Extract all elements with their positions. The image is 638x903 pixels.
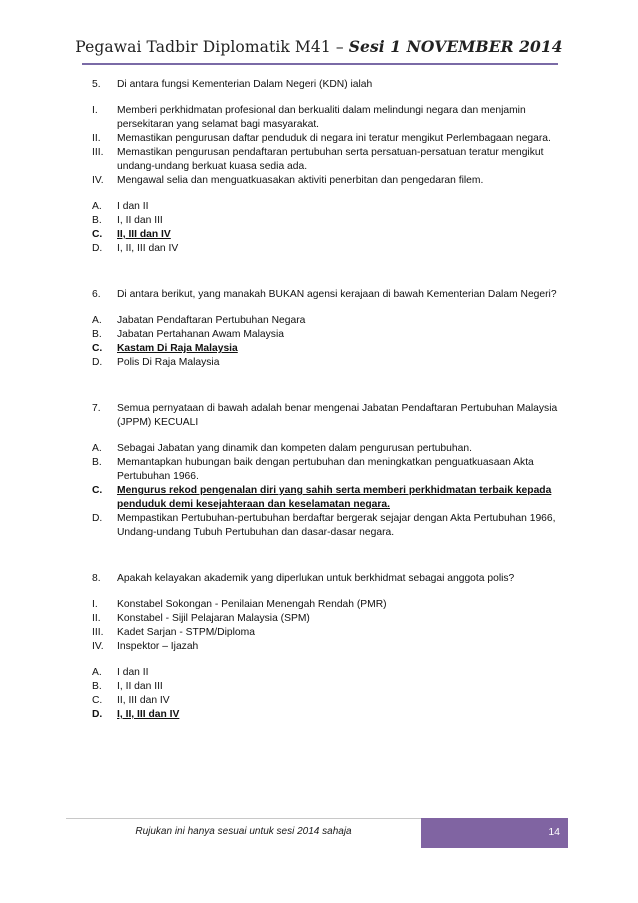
option-text: I dan II (117, 667, 149, 678)
statement-number: IV. (92, 641, 104, 652)
option-text: Jabatan Pertahanan Awam Malaysia (117, 329, 284, 340)
option-letter: A. (92, 315, 102, 326)
option-item (92, 214, 564, 228)
option-text: I dan II (117, 201, 149, 212)
question-stem (92, 78, 564, 92)
header-title: Pegawai Tadbir Diplomatik M41 – (75, 38, 349, 56)
question-stem (92, 572, 564, 586)
page-footer (66, 818, 568, 848)
question-text: Di antara berikut, yang manakah BUKAN agensi kerajaan di bawah Kementerian Dalam Negeri? (117, 289, 557, 300)
option-letter: A. (92, 201, 102, 212)
option-item (92, 200, 564, 214)
question-stem (92, 288, 564, 302)
option-item (92, 442, 564, 456)
option-text: I, II, III dan IV (117, 243, 179, 254)
option-letter: B. (92, 457, 102, 468)
question-number: 5. (92, 79, 101, 90)
option-letter: D. (92, 709, 103, 720)
question-number: 7. (92, 403, 101, 414)
option-item (92, 512, 564, 540)
option-text: II, III dan IV (117, 695, 170, 706)
statement-text: Memberi perkhidmatan profesional dan berkualiti dalam melindungi negara dan menjamin persekitaran yang selamat bagi masyarakat. (117, 105, 526, 130)
option-item (92, 666, 564, 680)
option-item-correct (92, 708, 564, 722)
page-number: 14 (548, 826, 560, 838)
option-text: I, II, III dan IV (117, 709, 180, 720)
question-list (92, 78, 564, 722)
option-item (92, 242, 564, 256)
statement-number: I. (92, 105, 98, 116)
option-letter: D. (92, 243, 103, 254)
statement-text: Konstabel - Sijil Pelajaran Malaysia (SPM) (117, 613, 310, 624)
option-letter: B. (92, 329, 102, 340)
statement-text: Inspektor – Ijazah (117, 641, 199, 652)
option-letter: C. (92, 343, 103, 354)
option-letter: C. (92, 695, 103, 706)
option-item (92, 328, 564, 342)
statement-item (92, 612, 564, 626)
option-item (92, 694, 564, 708)
option-text: Jabatan Pendaftaran Pertubuhan Negara (117, 315, 306, 326)
option-item-correct (92, 342, 564, 356)
option-item (92, 356, 564, 370)
statement-item (92, 626, 564, 640)
option-letter: B. (92, 681, 102, 692)
question-text: Apakah kelayakan akademik yang diperlukan untuk berkhidmat sebagai anggota polis? (117, 573, 515, 584)
statement-text: Kadet Sarjan - STPM/Diploma (117, 627, 255, 638)
statement-item (92, 640, 564, 654)
statement-number: III. (92, 627, 104, 638)
header-divider (82, 63, 558, 65)
statement-text: Memastikan pengurusan daftar penduduk di negara ini teratur mengikut Perlembagaan negara. (117, 133, 551, 144)
option-text: Sebagai Jabatan yang dinamik dan kompeten dalam pengurusan pertubuhan. (117, 443, 472, 454)
option-letter: B. (92, 215, 102, 226)
statement-number: II. (92, 133, 101, 144)
option-letter: D. (92, 357, 103, 368)
option-letter: A. (92, 667, 102, 678)
footer-note: Rujukan ini hanya sesuai untuk sesi 2014 sahaja (135, 826, 352, 837)
option-letter: C. (92, 229, 103, 240)
page-header (0, 37, 638, 56)
option-text: Mempastikan Pertubuhan-pertubuhan berdaftar bergerak sejajar dengan Akta Pertubuhan 1966, Undang-undang Tubuh Pertubuhan dan dasar-dasar negara. (117, 513, 556, 538)
statement-item (92, 132, 564, 146)
statement-number: I. (92, 599, 98, 610)
question-number: 8. (92, 573, 101, 584)
statement-text: Memastikan pengurusan pendaftaran pertubuhan serta persatuan-persatuan teratur mengikut undang-undang berkuat kuasa sedia ada. (117, 147, 544, 172)
statement-number: IV. (92, 175, 104, 186)
option-item (92, 680, 564, 694)
statement-item (92, 598, 564, 612)
statement-text: Konstabel Sokongan - Penilaian Menengah Rendah (PMR) (117, 599, 387, 610)
question-stem (92, 402, 564, 430)
option-item (92, 314, 564, 328)
statement-item (92, 146, 564, 174)
header-session: Sesi 1 NOVEMBER 2014 (348, 37, 563, 56)
statement-item (92, 104, 564, 132)
question-text: Di antara fungsi Kementerian Dalam Negeri (KDN) ialah (117, 79, 373, 90)
option-letter: A. (92, 443, 102, 454)
question-number: 6. (92, 289, 101, 300)
statement-number: II. (92, 613, 101, 624)
option-item-correct (92, 228, 564, 242)
option-text: Polis Di Raja Malaysia (117, 357, 220, 368)
statement-number: III. (92, 147, 104, 158)
option-text: II, III dan IV (117, 229, 171, 240)
option-text: Memantapkan hubungan baik dengan pertubuhan dan meningkatkan penguatkuasaan Akta Pertubuhan 1966. (117, 457, 534, 482)
footer-divider (66, 818, 421, 819)
option-text: Mengurus rekod pengenalan diri yang sahih serta memberi perkhidmatan terbaik kepada penduduk demi kesejahteraan dan keselamatan negara. (117, 485, 552, 510)
page-number-box (421, 818, 568, 848)
option-item-correct (92, 484, 564, 512)
statement-item (92, 174, 564, 188)
option-text: I, II dan III (117, 215, 163, 226)
option-text: I, II dan III (117, 681, 163, 692)
option-letter: D. (92, 513, 103, 524)
statement-text: Mengawal selia dan menguatkuasakan aktiviti penerbitan dan pengedaran filem. (117, 175, 484, 186)
option-item (92, 456, 564, 484)
option-text: Kastam Di Raja Malaysia (117, 343, 238, 354)
option-letter: C. (92, 485, 103, 496)
question-text: Semua pernyataan di bawah adalah benar mengenai Jabatan Pendaftaran Pertubuhan Malaysia (JPPM) KECUALI (117, 403, 558, 428)
